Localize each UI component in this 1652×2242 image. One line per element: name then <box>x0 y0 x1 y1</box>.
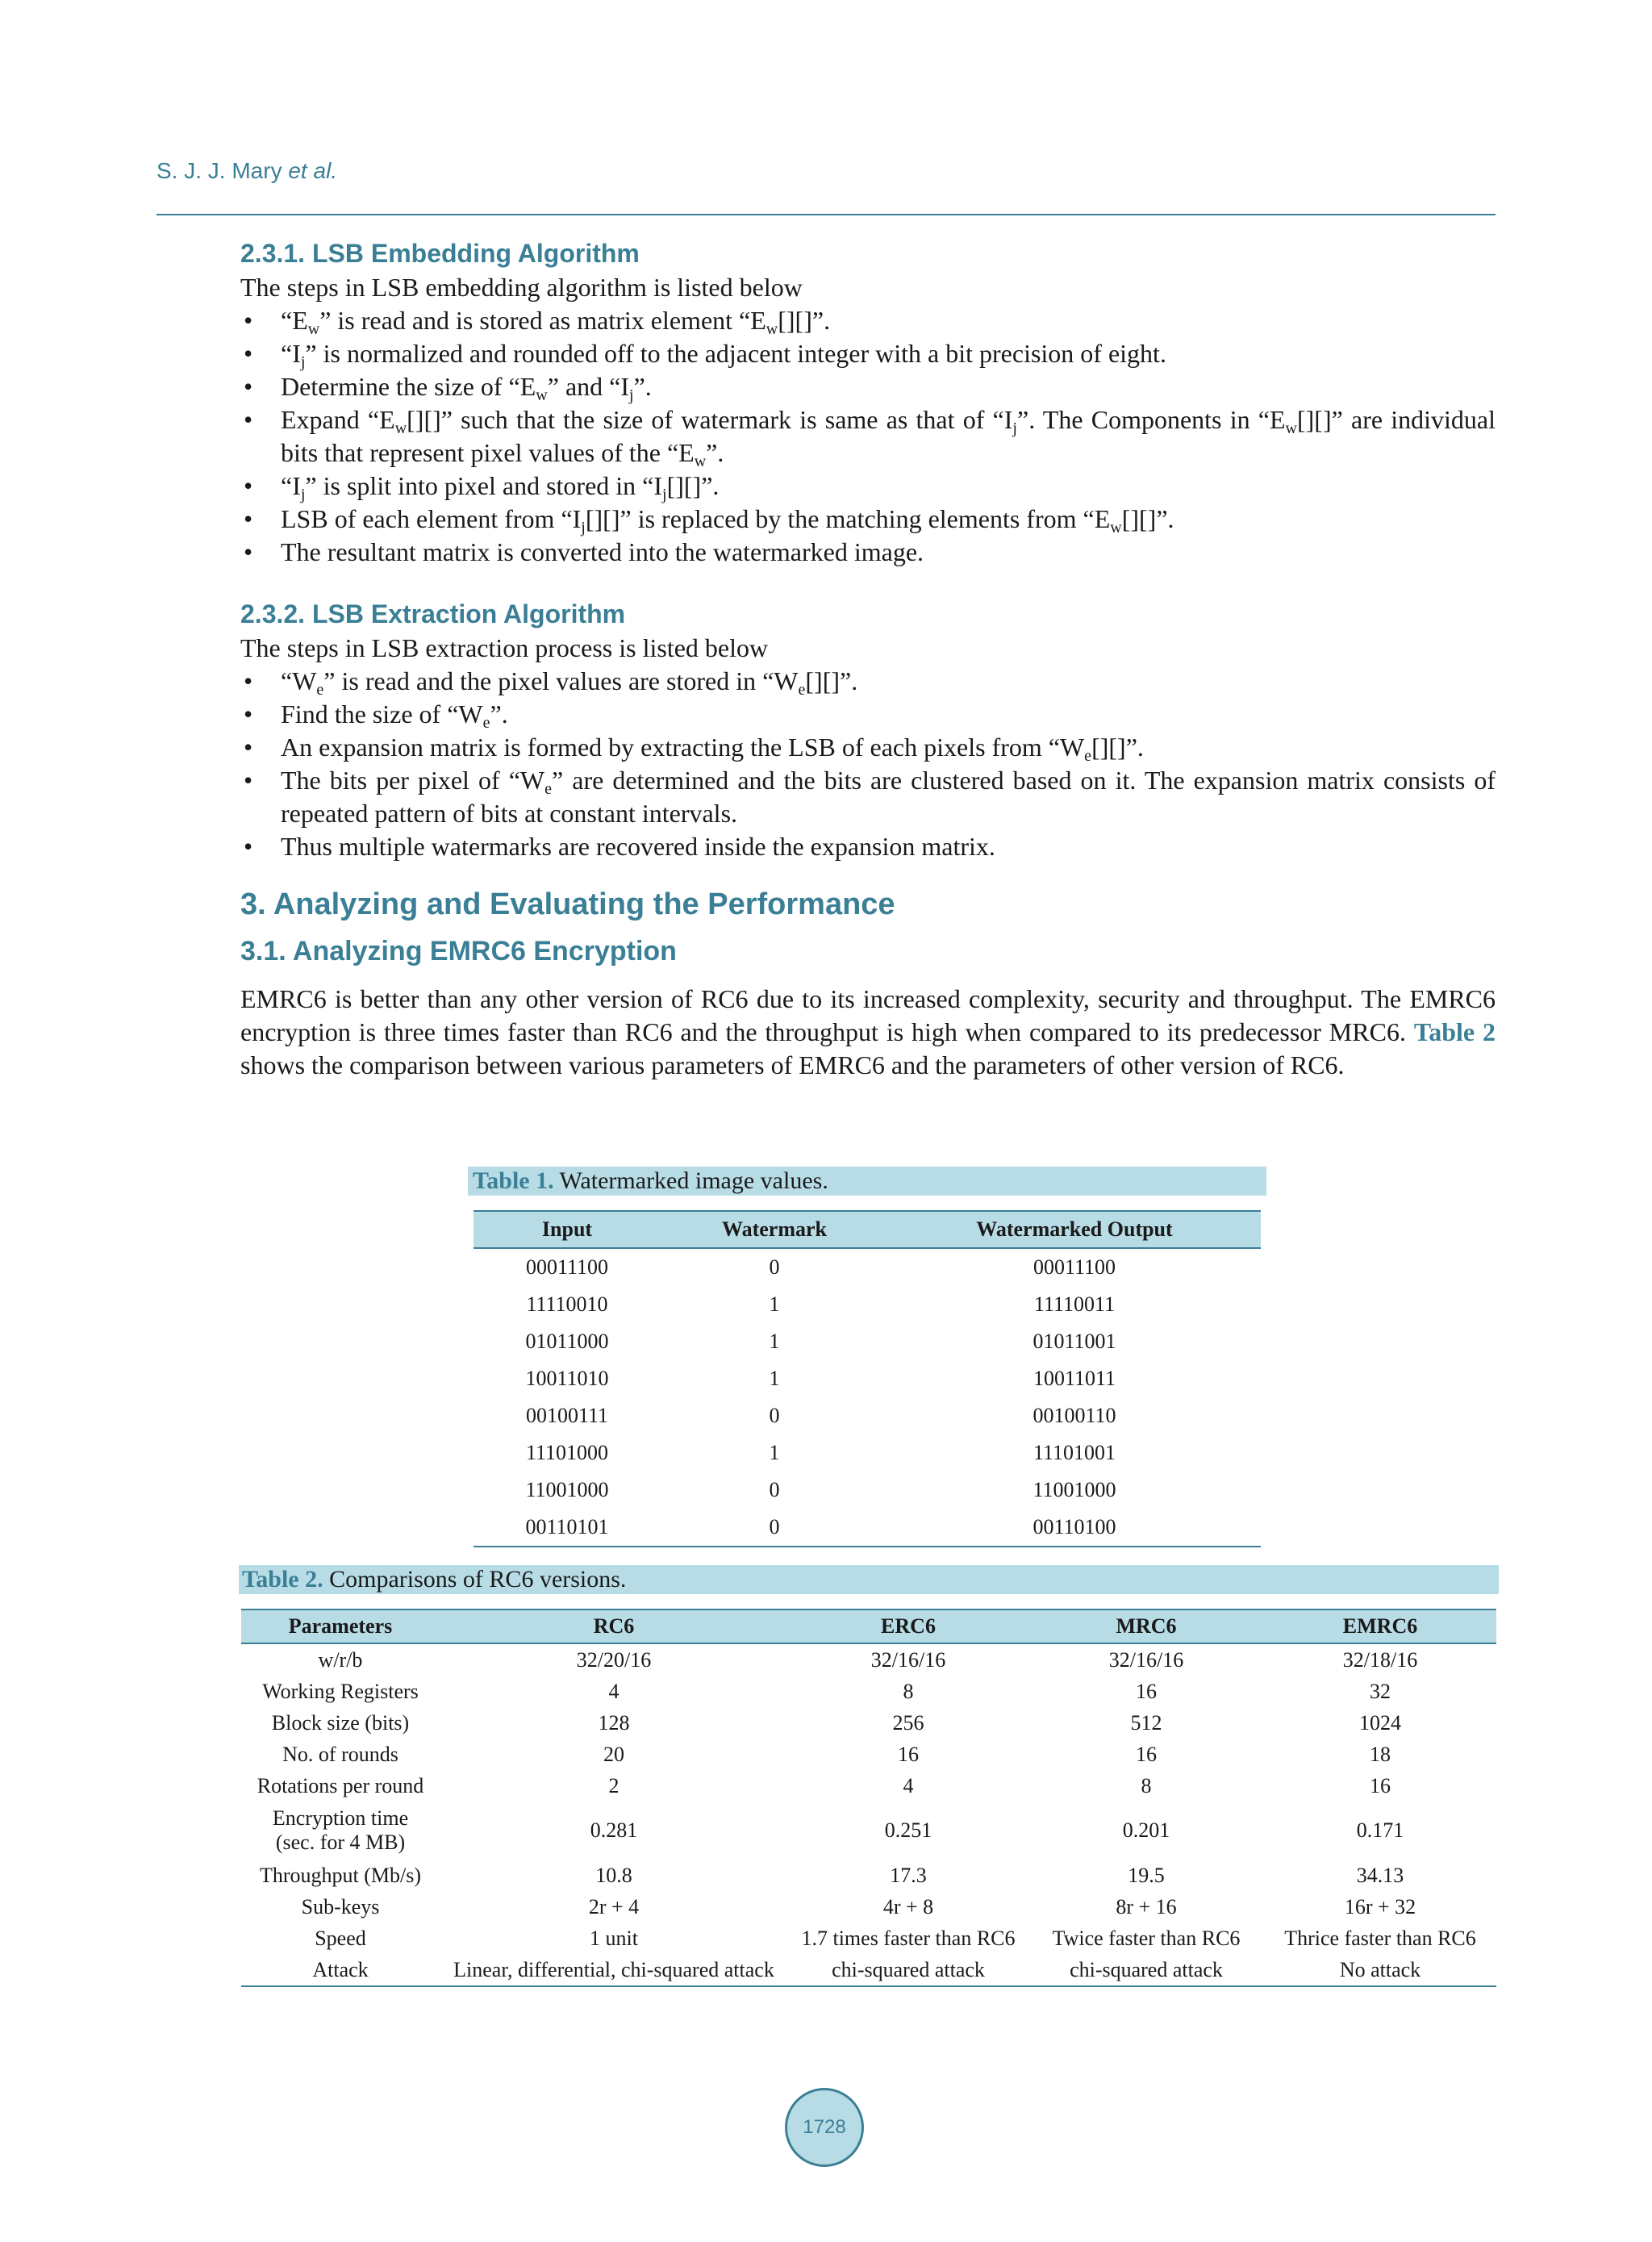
table-header-row <box>241 1609 1496 1643</box>
table-cell: 11110010 <box>526 1292 608 1316</box>
table-cell: 00011100 <box>1032 1255 1116 1279</box>
table-cell: 512 <box>1130 1710 1162 1735</box>
table-cell: 00110101 <box>473 1509 661 1547</box>
table-2-caption <box>239 1565 1499 1594</box>
table-1-label: Table 1. <box>473 1167 554 1194</box>
header-rule <box>156 214 1496 215</box>
table-cell: 4 <box>903 1773 914 1797</box>
table-cell: 1 <box>769 1367 780 1390</box>
table-cell: 20 <box>603 1742 624 1766</box>
table-cell: 16r + 32 <box>1344 1894 1416 1918</box>
table-cell: 16 <box>1136 1742 1157 1766</box>
table-row <box>473 1472 1261 1509</box>
table-row <box>241 1676 1496 1707</box>
table-cell: 16 <box>898 1742 919 1766</box>
paragraph-text-a: EMRC6 is better than any other version of RC6 due to its increased complexity, security and throughput. The EMRC6 encryption is three times faster than RC6 and the throughput is high when compared to its predecessor MRC6. <box>240 984 1496 1046</box>
table-cell: Throughput (Mb/s) <box>259 1863 422 1887</box>
table-cell: Linear, differential, chi-squared attack <box>440 1954 788 1986</box>
table-cell: 17.3 <box>890 1863 927 1887</box>
column-header: RC6 <box>440 1609 788 1643</box>
column-header: MRC6 <box>1028 1609 1264 1643</box>
table-cell: Working Registers <box>262 1679 419 1703</box>
table-cell: 11101000 <box>525 1441 609 1464</box>
table-row <box>473 1323 1261 1360</box>
table-2-caption-text: Comparisons of RC6 versions. <box>323 1566 627 1593</box>
list-item: • “$E_w$” is read and is stored as matrix element “$E_w[][]$”. <box>240 304 1496 337</box>
table-cell: 16 <box>1370 1773 1391 1797</box>
table-cell: Encryption time (sec. for 4 MB) <box>272 1806 409 1854</box>
table-cell: 19.5 <box>1128 1863 1165 1887</box>
table-row <box>473 1286 1261 1323</box>
table-cell: 18 <box>1370 1742 1391 1766</box>
list-item: • An expansion matrix is formed by extracting the LSB of each pixels from “$W_e[][]$”. <box>240 731 1496 764</box>
table-row <box>241 1891 1496 1923</box>
table-cell: 0 <box>769 1478 780 1501</box>
table-cell: 8 <box>903 1679 914 1703</box>
table-cell: 32 <box>1370 1679 1391 1703</box>
table-row <box>473 1397 1261 1434</box>
table-cell: 4r + 8 <box>882 1894 934 1918</box>
table-cell: 2r + 4 <box>588 1894 640 1918</box>
table-cell: Thrice faster than RC6 <box>1284 1926 1476 1950</box>
section-3-1-title: 3.1. Analyzing EMRC6 Encryption <box>240 936 677 967</box>
list-item: • “$W_e$” is read and the pixel values are stored in “$W_e[][]$”. <box>240 665 1496 698</box>
table-cell: 1024 <box>1359 1710 1401 1735</box>
table-cell: chi-squared attack <box>1028 1954 1264 1986</box>
table-cell: 16 <box>1136 1679 1157 1703</box>
section-2-3-1-intro: The steps in LSB embedding algorithm is listed below <box>240 273 803 302</box>
table-cell: 1.7 times faster than RC6 <box>801 1926 1016 1950</box>
list-item: • “$I_j$” is split into pixel and stored in “$I_j[][]$”. <box>240 470 1496 503</box>
list-item: • Thus multiple watermarks are recovered inside the expansion matrix. <box>240 830 1496 863</box>
table-cell: 0 <box>769 1255 780 1279</box>
table-row <box>473 1248 1261 1286</box>
table-cell: 32/16/16 <box>870 1647 946 1672</box>
list-item: • Find the size of “$W_e$”. <box>240 698 1496 731</box>
table-cell: 10011011 <box>1032 1367 1116 1390</box>
list-item: • LSB of each element from “$I_j[][]$” is replaced by the matching elements from “$E_w[][]$”. <box>240 503 1496 536</box>
table-cell: 1 <box>769 1292 780 1316</box>
table-row <box>241 1923 1496 1954</box>
main-content <box>240 236 1496 1082</box>
list-item: • The resultant matrix is converted into the watermarked image. <box>240 536 1496 569</box>
table-row <box>241 1707 1496 1739</box>
table-header-row <box>473 1211 1261 1248</box>
table-cell: 0.201 <box>1122 1818 1170 1842</box>
extraction-steps-list <box>240 665 1496 863</box>
table-cell: 34.13 <box>1356 1863 1404 1887</box>
table-cell: 00110100 <box>888 1509 1261 1547</box>
table-row <box>241 1860 1496 1891</box>
table-cell: 1 <box>769 1330 780 1353</box>
table-cell: 01011000 <box>525 1330 609 1353</box>
table-cell: chi-squared attack <box>788 1954 1028 1986</box>
table-cell: 2 <box>608 1773 620 1797</box>
table-cell: 0.281 <box>590 1818 638 1842</box>
table-cell: Speed <box>315 1926 366 1950</box>
table-cell: 10.8 <box>595 1863 632 1887</box>
table-cell: 00100111 <box>525 1404 609 1427</box>
column-header: ERC6 <box>788 1609 1028 1643</box>
header-etal: et al. <box>288 158 338 183</box>
header-author: S. J. J. Mary <box>156 158 282 183</box>
table-cell: No. of rounds <box>282 1742 398 1766</box>
section-2-3-1-title: 2.3.1. LSB Embedding Algorithm <box>240 239 640 268</box>
list-item: • Determine the size of “$E_w$” and “$I_j$”. <box>240 370 1496 403</box>
table-cell: 0 <box>661 1509 888 1547</box>
table-1 <box>473 1210 1261 1547</box>
table-row <box>241 1643 1496 1676</box>
table-2 <box>241 1609 1496 1987</box>
column-header: EMRC6 <box>1264 1609 1496 1643</box>
table-cell: 0.171 <box>1356 1818 1404 1842</box>
table-cell: 4 <box>608 1679 620 1703</box>
running-header <box>156 158 337 184</box>
table-cell: 01011001 <box>1032 1330 1116 1353</box>
table-row <box>241 1770 1496 1802</box>
table-cell: Sub-keys <box>301 1894 380 1918</box>
paragraph-text-b: shows the comparison between various parameters of EMRC6 and the parameters of other version of RC6. <box>240 1050 1345 1079</box>
column-header: Input <box>473 1211 661 1248</box>
table-cell: 128 <box>598 1710 630 1735</box>
table-row <box>241 1802 1496 1860</box>
column-header: Watermarked Output <box>888 1211 1261 1248</box>
table-cell: 10011010 <box>525 1367 609 1390</box>
table-cell: 0.251 <box>884 1818 932 1842</box>
table-2-reference-link[interactable]: Table 2 <box>1413 1017 1496 1046</box>
table-cell: 00011100 <box>525 1255 609 1279</box>
table-row <box>241 1954 1496 1986</box>
page-number: 1728 <box>785 2088 864 2167</box>
section-2-3-2-intro: The steps in LSB extraction process is listed below <box>240 633 769 662</box>
table-cell: 00100110 <box>1032 1404 1116 1427</box>
table-cell: 256 <box>892 1710 924 1735</box>
table-cell: 11001000 <box>525 1478 609 1501</box>
table-cell: No attack <box>1264 1954 1496 1986</box>
table-cell: 11110011 <box>1033 1292 1116 1316</box>
table-cell: 32/20/16 <box>576 1647 652 1672</box>
section-3-title: 3. Analyzing and Evaluating the Performance <box>240 887 895 921</box>
list-item: • Expand “$E_w[][]$” such that the size of watermark is same as that of “$I_j$”. The Components in “$E_w[][]$” are individual bits that represent pixel values of the “$E_w$”. <box>240 403 1496 470</box>
embedding-steps-list <box>240 304 1496 569</box>
column-header: Parameters <box>241 1609 440 1643</box>
table-2-label: Table 2. <box>242 1566 323 1593</box>
table-cell: 0 <box>769 1404 780 1427</box>
table-cell: 11001000 <box>1032 1478 1116 1501</box>
table-row <box>473 1360 1261 1397</box>
table-row <box>473 1434 1261 1472</box>
table-cell: 11101001 <box>1032 1441 1116 1464</box>
table-1-caption-text: Watermarked image values. <box>553 1167 828 1194</box>
table-cell: 8r + 16 <box>1116 1894 1177 1918</box>
table-row <box>241 1739 1496 1770</box>
table-cell: 32/16/16 <box>1108 1647 1184 1672</box>
table-cell: 1 unit <box>590 1926 638 1950</box>
table-row <box>473 1509 1261 1547</box>
table-cell: Attack <box>241 1954 440 1986</box>
section-2-3-2-title: 2.3.2. LSB Extraction Algorithm <box>240 599 626 628</box>
section-3-1-paragraph <box>240 983 1496 1082</box>
table-1-caption <box>468 1167 1266 1196</box>
table-cell: Twice faster than RC6 <box>1052 1926 1241 1950</box>
table-cell: 32/18/16 <box>1342 1647 1418 1672</box>
table-cell: Rotations per round <box>257 1773 424 1797</box>
column-header: Watermark <box>661 1211 888 1248</box>
list-item: • The bits per pixel of “$W_e$” are determined and the bits are clustered based on it. The expansion matrix consists of repeated pattern of bits at constant intervals. <box>240 764 1496 830</box>
table-cell: Block size (bits) <box>271 1710 410 1735</box>
table-cell: w/r/b <box>318 1647 363 1672</box>
table-cell: 8 <box>1141 1773 1152 1797</box>
table-cell: 1 <box>769 1441 780 1464</box>
list-item: • “$I_j$” is normalized and rounded off to the adjacent integer with a bit precision of eight. <box>240 337 1496 370</box>
